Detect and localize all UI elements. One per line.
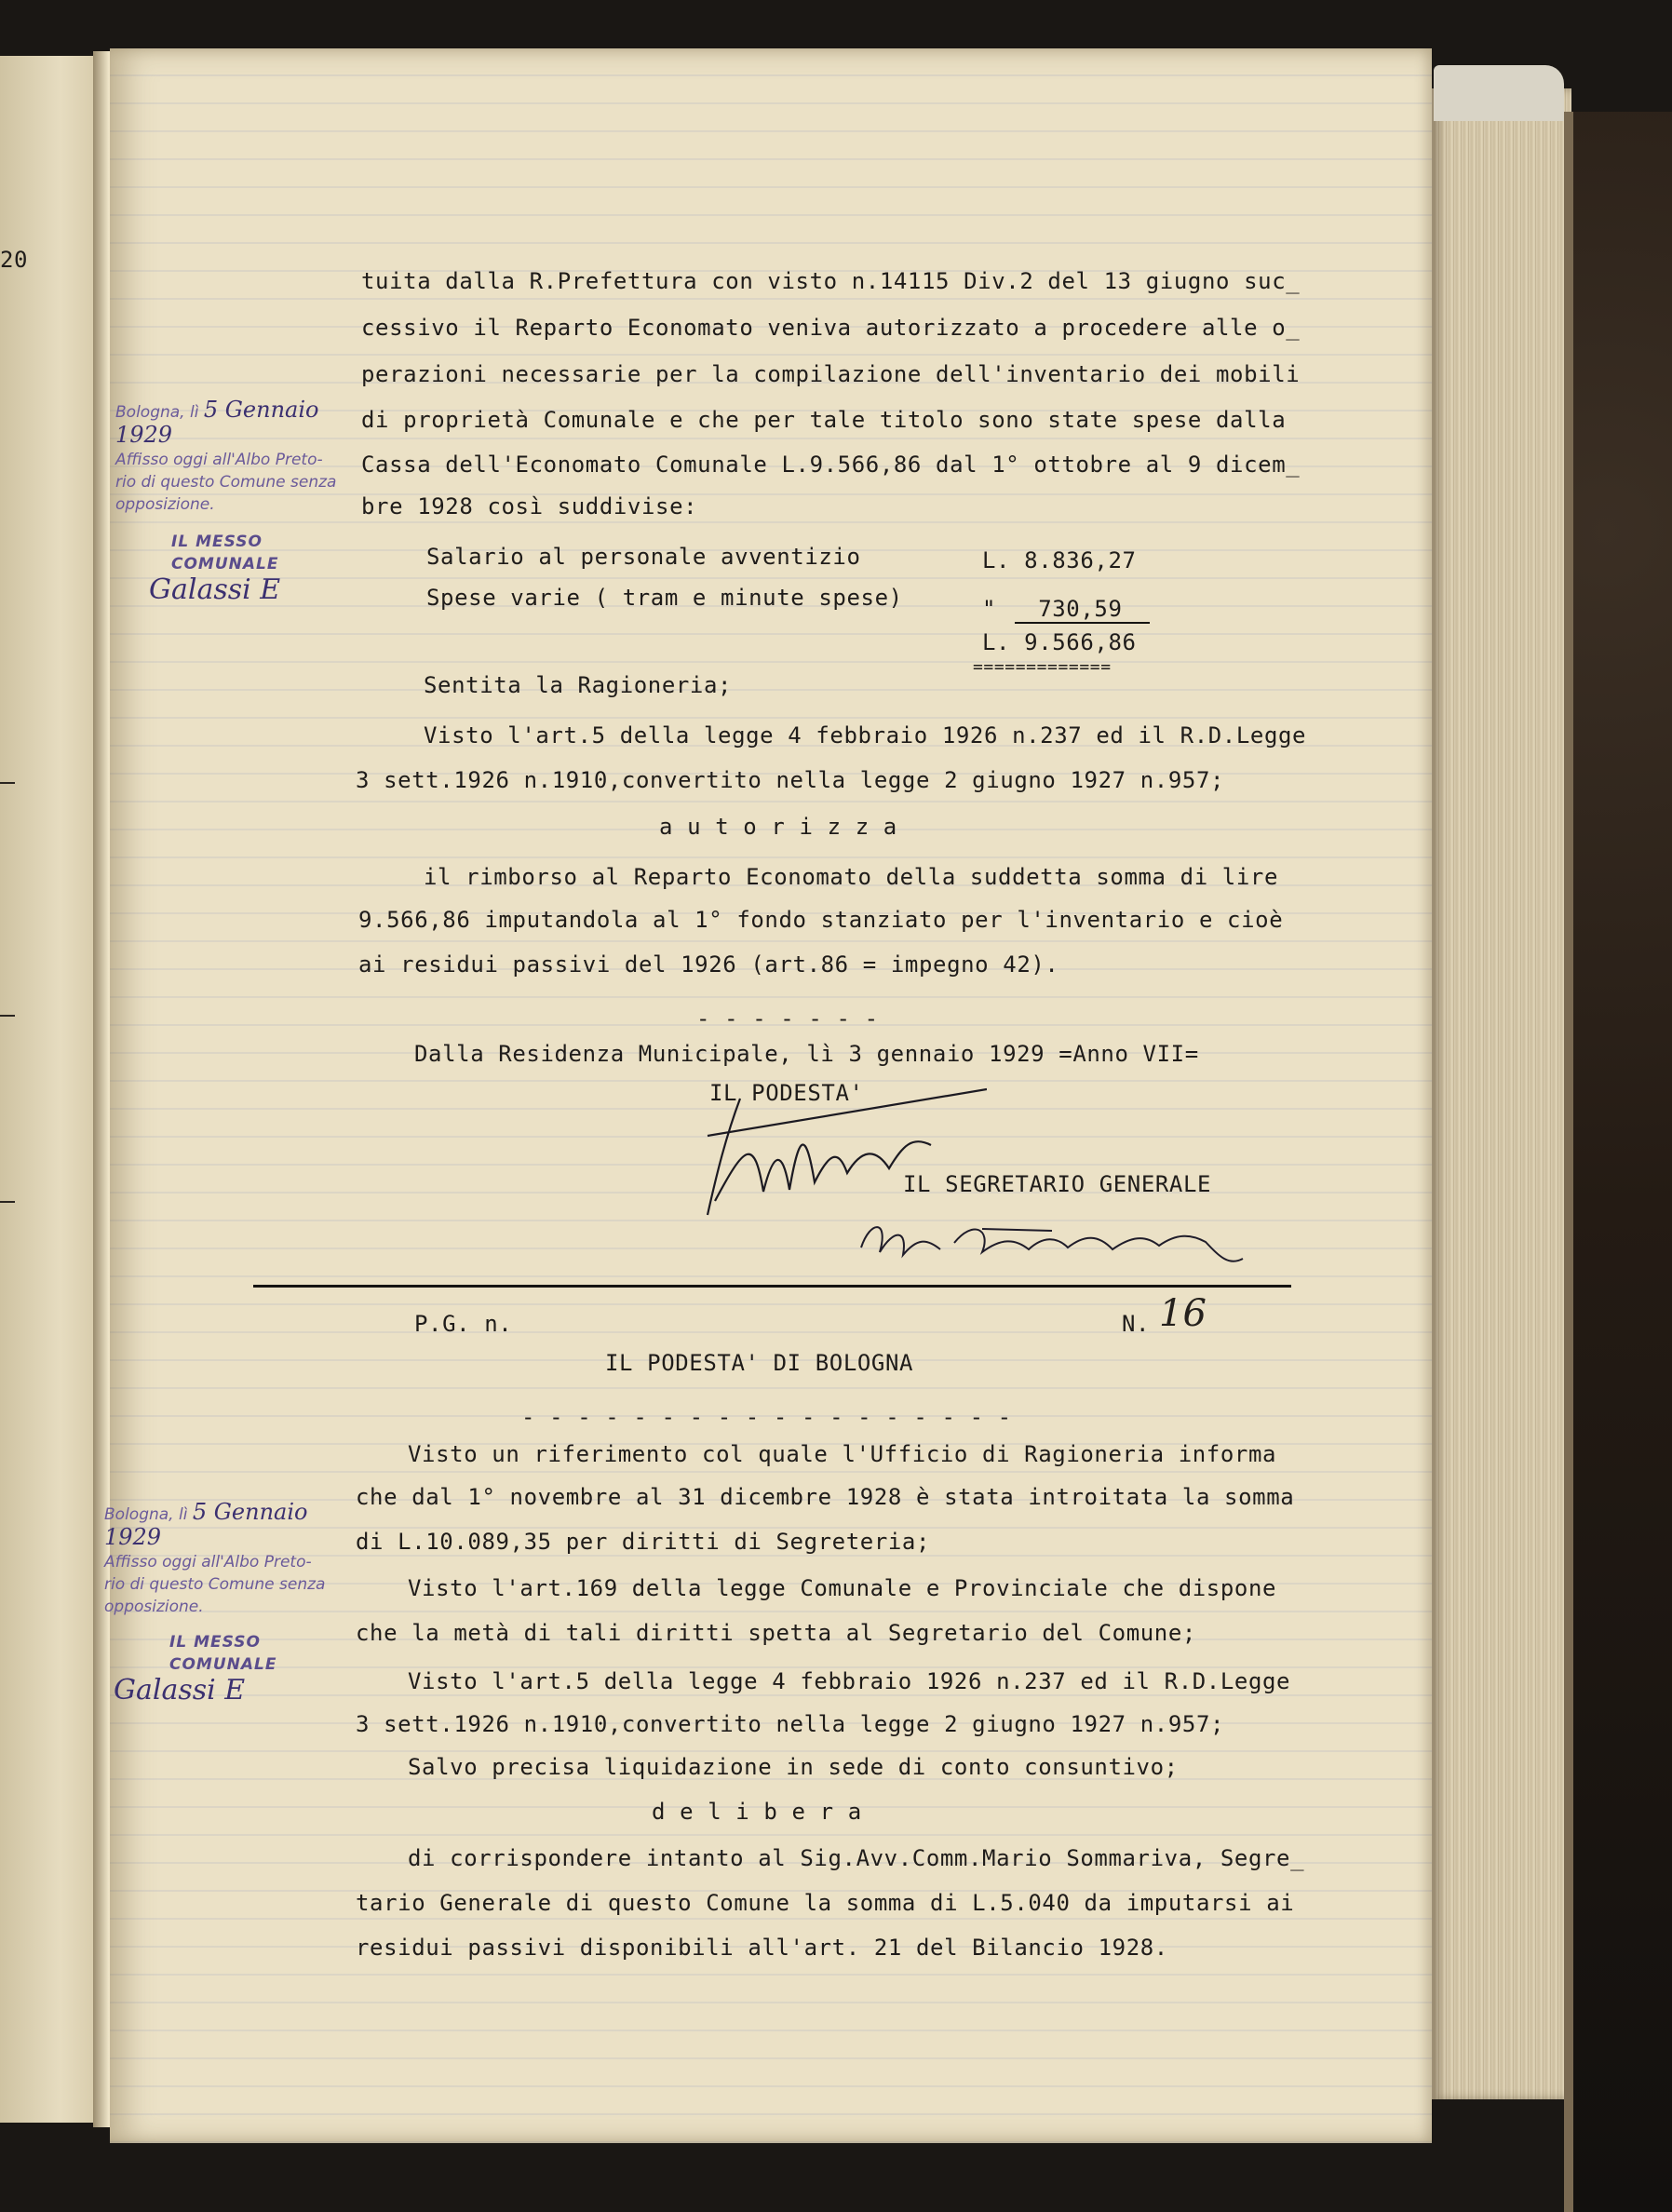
page-stack-edges: [1432, 88, 1571, 2099]
expense-label: Salario al personale avventizio: [426, 544, 861, 570]
paragraph-line: che dal 1° novembre al 31 dicembre 1928 è stata introitata la somma: [356, 1484, 1295, 1510]
heading-underline: - - - - - - - - - - - - - - - - - -: [521, 1404, 1012, 1430]
paragraph-line: tario Generale di questo Comune la somma di L.5.040 da imputarsi ai: [356, 1890, 1295, 1916]
stamp-title: IL MESSO COMUNALE: [169, 1633, 277, 1674]
podesta-title: IL PODESTA': [709, 1080, 864, 1106]
paragraph-line: di proprietà Comunale e che per tale titolo sono state spese dalla: [361, 407, 1287, 433]
paragraph-line: bre 1928 così suddivise:: [361, 493, 698, 519]
binding-cap: [1434, 65, 1564, 121]
stamp-signature: Galassi E: [114, 1674, 246, 1706]
paragraph-line: Salvo precisa liquidazione in sede di conto consuntivo;: [408, 1754, 1179, 1780]
stamp-signature: Galassi E: [149, 573, 281, 606]
paragraph-line: Sentita la Ragioneria;: [424, 672, 733, 698]
paragraph-line: cessivo il Reparto Economato veniva autorizzato a procedere alle o_: [361, 315, 1301, 341]
posting-stamp: [104, 1499, 346, 1706]
stamp-title: IL MESSO COMUNALE: [171, 533, 279, 573]
book-cover: [1564, 112, 1672, 2212]
paragraph-line: 9.566,86 imputandola al 1° fondo stanziato per l'inventario e cioè: [358, 907, 1284, 933]
segretario-title: IL SEGRETARIO GENERALE: [903, 1171, 1212, 1197]
stamp-handwritten-date: 5 Gennaio 1929: [104, 1499, 308, 1550]
stamp-place: Bologna, lì: [104, 1505, 188, 1524]
total-double-rule: =============: [973, 657, 1112, 677]
paragraph-line: il rimborso al Reparto Economato della suddetta somma di lire: [424, 864, 1279, 890]
paragraph-line: 3 sett.1926 n.1910,convertito nella legge 2 giugno 1927 n.957;: [356, 767, 1225, 793]
paragraph-line: di L.10.089,35 per diritti di Segreteria;: [356, 1529, 931, 1555]
paragraph-line: che la metà di tali diritti spetta al Segretario del Comune;: [356, 1620, 1196, 1646]
separator-dashes: - - - - - - -: [696, 1005, 879, 1032]
stamp-line: Affisso oggi all'Albo Preto-: [104, 1553, 312, 1571]
posting-stamp: [115, 397, 348, 606]
paragraph-line: tuita dalla R.Prefettura con visto n.14115 Div.2 del 13 giugno suc_: [361, 268, 1301, 294]
expense-total: L. 9.566,86: [982, 629, 1137, 655]
margin-tick: [0, 1201, 15, 1203]
resolution-verb: d e l i b e r a: [652, 1799, 862, 1825]
paragraph-line: di corrispondere intanto al Sig.Avv.Comm.Mario Sommariva, Segre_: [408, 1845, 1305, 1871]
paragraph-line: residui passivi disponibili all'art. 21 del Bilancio 1928.: [356, 1935, 1168, 1961]
paragraph-line: Visto l'art.5 della legge 4 febbraio 1926 n.237 ed il R.D.Legge: [408, 1668, 1291, 1694]
act-number-handwritten: 16: [1159, 1292, 1207, 1335]
stamp-line: opposizione.: [104, 1598, 204, 1616]
pg-number-label: P.G. n.: [414, 1311, 513, 1337]
expense-label: Spese varie ( tram e minute spese): [426, 585, 903, 611]
paragraph-line: Visto un riferimento col quale l'Ufficio di Ragioneria informa: [408, 1441, 1277, 1467]
subtotal-rule: [1015, 622, 1150, 624]
paragraph-line: Visto l'art.169 della legge Comunale e Provinciale che dispone: [408, 1575, 1277, 1601]
section-divider: [253, 1285, 1291, 1288]
stamp-handwritten-date: 5 Gennaio 1929: [115, 397, 319, 448]
margin-tick: [0, 1015, 15, 1017]
paragraph-line: 3 sett.1926 n.1910,convertito nella legge 2 giugno 1927 n.957;: [356, 1711, 1225, 1737]
left-page-number: 20: [0, 247, 29, 273]
stamp-line: rio di questo Comune senza: [104, 1575, 326, 1594]
date-line: Dalla Residenza Municipale, lì 3 gennaio 1929 =Anno VII=: [414, 1041, 1199, 1067]
margin-tick: [0, 782, 15, 784]
stamp-line: rio di questo Comune senza: [115, 473, 337, 492]
segretario-signature: [852, 1201, 1252, 1275]
stamp-line: Affisso oggi all'Albo Preto-: [115, 451, 323, 469]
stamp-line: opposizione.: [115, 495, 215, 514]
paragraph-line: ai residui passivi del 1926 (art.86 = impegno 42).: [358, 951, 1059, 978]
act-heading: IL PODESTA' DI BOLOGNA: [605, 1350, 914, 1376]
paragraph-line: perazioni necessarie per la compilazione dell'inventario dei mobili: [361, 361, 1301, 387]
stamp-place: Bologna, lì: [115, 403, 199, 422]
expense-amount: L. 8.836,27: [982, 547, 1137, 573]
expense-amount: " 730,59: [982, 596, 1123, 622]
act-number-label: N.: [1122, 1311, 1151, 1337]
paragraph-line: Cassa dell'Economato Comunale L.9.566,86 dal 1° ottobre al 9 dicem_: [361, 452, 1301, 478]
paragraph-line: Visto l'art.5 della legge 4 febbraio 1926 n.237 ed il R.D.Legge: [424, 722, 1307, 749]
resolution-verb: a u t o r i z z a: [659, 814, 897, 840]
